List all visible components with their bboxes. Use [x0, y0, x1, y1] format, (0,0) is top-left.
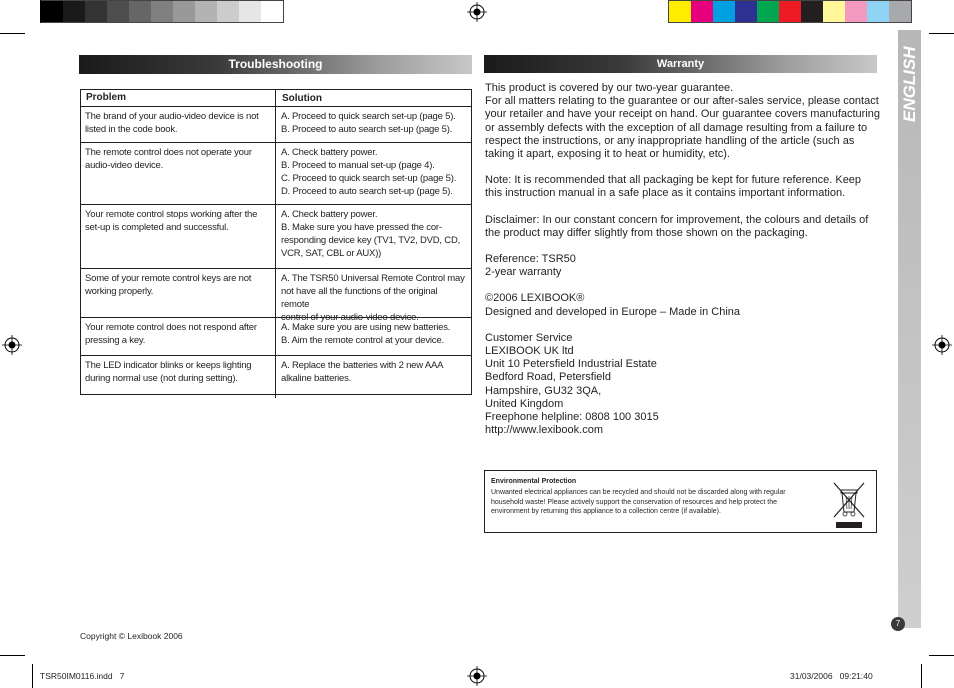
- solution-line: C. Proceed to quick search set-up (page 5).: [281, 173, 457, 184]
- crop-mark: [921, 664, 922, 688]
- problem-cell: The LED indicator blinks or keeps lighting during normal use (not during setting).: [81, 356, 276, 398]
- crop-mark: [929, 655, 954, 656]
- solution-line: VCR, SAT, CBL or AUX)): [281, 248, 382, 259]
- date-slug: 31/03/2006 09:21:40: [790, 671, 873, 681]
- color-swatch: [867, 1, 889, 22]
- product-reference: Reference: TSR50: [485, 253, 576, 266]
- solution-line: control of your audio-video device.: [281, 312, 419, 323]
- crop-mark: [0, 33, 25, 34]
- disclaimer: Disclaimer: In our constant concern for improvement, the colours and details of the product may differ slightly from those shown on the packaging.: [485, 213, 869, 239]
- solution-line: B. Proceed to auto search set-up (page 5).: [281, 124, 453, 135]
- solution-line: D. Proceed to auto search set-up (page 5).: [281, 186, 453, 197]
- color-swatch: [691, 1, 713, 22]
- page-number: 7: [891, 617, 905, 631]
- registration-mark-icon: [467, 666, 487, 686]
- problem-cell: Your remote control does not respond after pressing a key.: [81, 318, 276, 355]
- color-swatch: [239, 1, 261, 22]
- table-row: [81, 318, 471, 356]
- color-swatch: [217, 1, 239, 22]
- color-swatch: [63, 1, 85, 22]
- table-header-row: [81, 90, 471, 107]
- registration-mark-icon: [2, 335, 22, 355]
- table-row: [81, 269, 471, 323]
- solution-line: A. Replace the batteries with 2 new AAA: [281, 360, 444, 371]
- guarantee-details: For all matters relating to the guarantee or our after-sales service, please contact your retailer and have your receipt on hand. Our guarantee covers manufacturing or assembly defects with the exception of all damage resulting from a failure to respect the instructions, or any inappropriate handling of the article (such as taking it apart, exposing it to heat or humidity, etc).: [485, 95, 881, 161]
- address-line: Freephone helpline: 0808 100 3015: [485, 411, 659, 424]
- crossed-out-bin-icon: [832, 479, 866, 529]
- color-swatch: [735, 1, 757, 22]
- crop-mark: [40, 0, 41, 23]
- solution-line: responding device key (TV1, TV2, DVD, CD,: [281, 235, 461, 246]
- solution-cell: [276, 143, 471, 204]
- color-swatch: [823, 1, 845, 22]
- problem-column-header: Problem: [81, 90, 276, 106]
- crop-mark: [32, 664, 33, 688]
- address-line: Customer Service: [485, 331, 573, 344]
- file-slug: TSR50IM0116.indd 7: [40, 671, 125, 681]
- problem-cell: Your remote control stops working after the set-up is completed and successful.: [81, 205, 276, 268]
- table-row: [81, 107, 471, 143]
- color-swatch: [41, 1, 63, 22]
- registration-mark-icon: [932, 335, 952, 355]
- guarantee-statement: This product is covered by our two-year guarantee.: [485, 82, 734, 94]
- troubleshooting-header: Troubleshooting: [79, 55, 472, 74]
- solution-cell: [276, 318, 471, 355]
- process-color-bar: [668, 0, 912, 23]
- color-swatch: [889, 1, 911, 22]
- crop-mark: [0, 655, 25, 656]
- color-swatch: [195, 1, 217, 22]
- color-swatch: [261, 1, 283, 22]
- address-line: Hampshire, GU32 3QA,: [485, 384, 602, 397]
- solution-line: B. Proceed to manual set-up (page 4).: [281, 160, 435, 171]
- environmental-text: Unwanted electrical appliances can be recycled and should not be discarded along with regular household waste! Please actively support the conservation of resources and help protect the environment by returning this appliance to a collection centre (if available).: [491, 489, 786, 515]
- footer-copyright: Copyright © Lexibook 2006: [80, 631, 183, 641]
- solution-line: B. Make sure you have pressed the cor-: [281, 222, 442, 233]
- color-swatch: [713, 1, 735, 22]
- address-line: LEXIBOOK UK ltd: [485, 345, 574, 358]
- solution-cell: [276, 107, 471, 142]
- solution-line: A. Proceed to quick search set-up (page 5).: [281, 111, 456, 122]
- solution-cell: [276, 269, 471, 323]
- solution-cell: [276, 356, 471, 398]
- solution-line: B. Aim the remote control at your device.: [281, 335, 444, 346]
- solution-line: A. Make sure you are using new batteries.: [281, 322, 451, 333]
- address-line: Unit 10 Petersfield Industrial Estate: [485, 358, 657, 371]
- website-link[interactable]: http://www.lexibook.com: [485, 424, 603, 437]
- solution-line: A. The TSR50 Universal Remote Control may: [281, 273, 465, 284]
- color-swatch: [845, 1, 867, 22]
- table-row: [81, 143, 471, 205]
- address-line: Bedford Road, Petersfield: [485, 371, 611, 384]
- address-line: United Kingdom: [485, 397, 564, 410]
- environmental-title: Environmental Protection: [491, 478, 577, 485]
- table-row: [81, 356, 471, 398]
- problem-cell: The brand of your audio-video device is not listed in the code book.: [81, 107, 276, 142]
- language-label: ENGLISH: [900, 46, 919, 122]
- warranty-period: 2-year warranty: [485, 266, 562, 279]
- problem-cell: The remote control does not operate your audio-video device.: [81, 143, 276, 204]
- solution-line: alkaline batteries.: [281, 373, 352, 384]
- registration-mark-icon: [467, 2, 487, 22]
- color-swatch: [757, 1, 779, 22]
- color-swatch: [129, 1, 151, 22]
- troubleshooting-table: [80, 89, 472, 395]
- solution-column-header: Solution: [282, 93, 322, 104]
- warranty-header: Warranty: [484, 55, 877, 73]
- customer-service-address: [485, 332, 880, 438]
- solution-line: A. Check battery power.: [281, 209, 378, 220]
- color-swatch: [801, 1, 823, 22]
- origin-statement: Designed and developed in Europe – Made in China: [485, 305, 741, 318]
- solution-cell: [276, 205, 471, 268]
- color-swatch: [85, 1, 107, 22]
- grayscale-color-bar: [40, 0, 284, 23]
- environmental-protection-box: [484, 470, 877, 533]
- color-swatch: [107, 1, 129, 22]
- solution-line: not have all the functions of the original remote: [281, 286, 438, 310]
- problem-cell: Some of your remote control keys are not working properly.: [81, 269, 276, 317]
- color-swatch: [669, 1, 691, 22]
- solution-line: A. Check battery power.: [281, 147, 378, 158]
- crop-mark: [929, 33, 954, 34]
- packaging-note: Note: It is recommended that all packaging be kept for future reference. Keep this instruction manual in a safe place as it contains important information.: [485, 174, 862, 200]
- color-swatch: [779, 1, 801, 22]
- table-row: [81, 205, 471, 269]
- color-swatch: [151, 1, 173, 22]
- lexibook-copyright: ©2006 LEXIBOOK®: [485, 292, 585, 305]
- warranty-body: [485, 82, 880, 437]
- color-swatch: [173, 1, 195, 22]
